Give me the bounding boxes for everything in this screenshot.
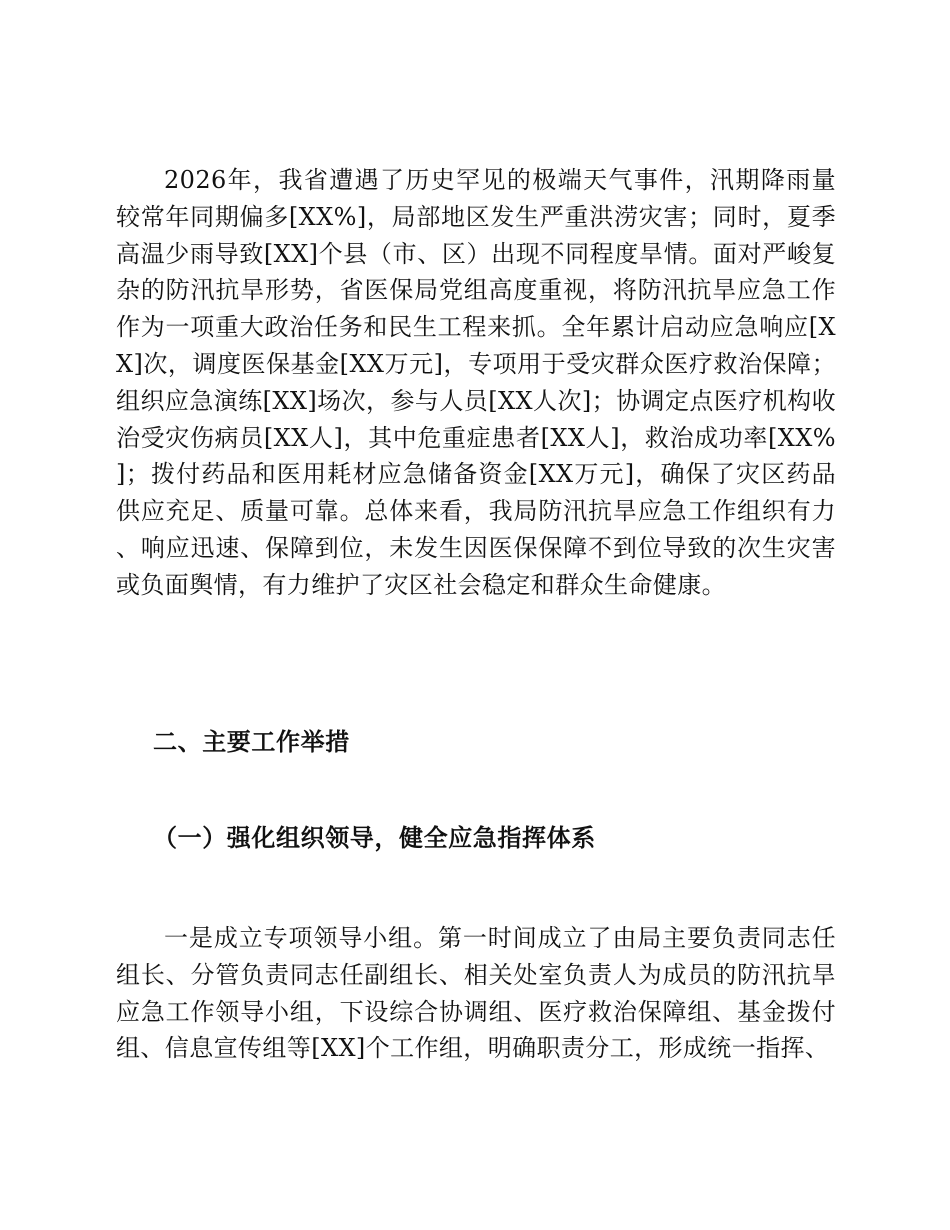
intro-paragraph: 2026年，我省遭遇了历史罕见的极端天气事件，汛期降雨量较常年同期偏多[XX%]，局部地区发生严重洪涝灾害；同时，夏季高温少雨导致[XX]个县（市、区）出现不同程度旱情。面对严峻复杂的防汛抗旱形势，省医保局党组高度重视，将防汛抗旱应急工作作为一项重大政治任务和民生工程来抓。全年累计启动应急响应[XX]次，调度医保基金[XX万元]，专项用于受灾群众医疗救治保障；组织应急演练[XX]场次，参与人员[XX人次]；协调定点医疗机构收治受灾伤病员[XX人]，其中危重症患者[XX人]，救治成功率[XX%]；拨付药品和医用耗材应急储备资金[XX万元]，确保了灾区药品供应充足、质量可靠。总体来看，我局防汛抗旱应急工作组织有力、响应迅速、保障到位，未发生因医保保障不到位导致的次生灾害或负面舆情，有力维护了灾区社会稳定和群众生命健康。 xyxy=(116,166,836,599)
point-paragraph: 一是成立专项领导小组。第一时间成立了由局主要负责同志任组长、分管负责同志任副组长、相关处室负责人为成员的防汛抗旱应急工作领导小组，下设综合协调组、医疗救治保障组、基金拨付组、信息宣传组等[XX]个工作组，明确职责分工，形成统一指挥、 xyxy=(116,924,836,1063)
sub-heading: （一）强化组织领导，健全应急指挥体系 xyxy=(153,823,596,852)
section-heading: 二、主要工作举措 xyxy=(153,728,350,756)
